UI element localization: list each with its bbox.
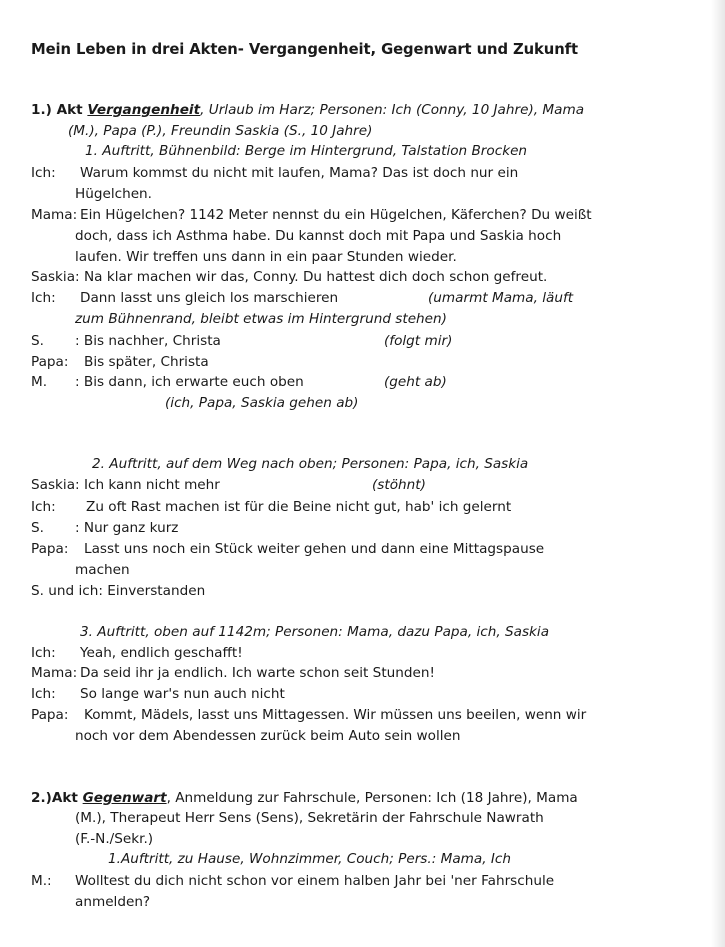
dialogue-line: So lange war's nun auch nicht bbox=[80, 686, 285, 702]
act2-heading bbox=[31, 790, 578, 807]
dialogue-line: : Bis dann, ich erwarte euch oben bbox=[75, 374, 304, 390]
speaker: Ich: bbox=[31, 165, 56, 181]
act2-name: Gegenwart bbox=[82, 790, 167, 806]
dialogue-line: Hügelchen. bbox=[75, 186, 152, 202]
speaker: Ich: bbox=[31, 499, 56, 515]
act1-desc-1: , Urlaub im Harz; Personen: Ich (Conny, 10 Jahre), Mama bbox=[200, 102, 585, 118]
stage-direction: (folgt mir) bbox=[384, 333, 453, 349]
stage-direction: (geht ab) bbox=[384, 374, 447, 390]
act2-desc-3: (F.-N./Sekr.) bbox=[75, 831, 154, 847]
speaker: Mama: bbox=[31, 207, 78, 223]
dialogue-line: Lasst uns noch ein Stück weiter gehen und dann eine Mittagspause bbox=[84, 541, 545, 557]
dialogue-line: Bis später, Christa bbox=[84, 354, 209, 370]
stage-direction: zum Bühnenrand, bleibt etwas im Hintergrund stehen) bbox=[75, 311, 447, 327]
speaker: Papa: bbox=[31, 541, 69, 557]
speaker: Ich: bbox=[31, 290, 56, 306]
dialogue-line: Kommt, Mädels, lasst uns Mittagessen. Wir müssen uns beeilen, wenn wir bbox=[84, 707, 587, 723]
speaker: Papa: bbox=[31, 354, 69, 370]
speaker: S. und ich: bbox=[31, 583, 103, 599]
act1-number: 1.) Akt bbox=[31, 102, 88, 118]
speaker: S. bbox=[31, 333, 44, 349]
dialogue-line: Na klar machen wir das, Conny. Du hattest dich doch schon gefreut. bbox=[84, 269, 548, 285]
act1-heading bbox=[31, 102, 584, 119]
stage-direction: (umarmt Mama, läuft bbox=[428, 290, 574, 306]
dialogue-line: noch vor dem Abendessen zurück beim Auto sein wollen bbox=[75, 728, 461, 744]
speaker: Saskia: bbox=[31, 477, 80, 493]
dialogue-text: Einverstanden bbox=[107, 583, 206, 599]
dialogue-line: Wolltest du dich nicht schon vor einem halben Jahr bei 'ner Fahrschule bbox=[75, 873, 555, 889]
speaker: Ich: bbox=[31, 686, 56, 702]
dialogue-line: Ein Hügelchen? 1142 Meter nennst du ein Hügelchen, Käferchen? Du weißt bbox=[80, 207, 592, 223]
act2-desc-1: , Anmeldung zur Fahrschule, Personen: Ich (18 Jahre), Mama bbox=[166, 790, 578, 806]
dialogue-line: machen bbox=[75, 562, 130, 578]
dialogue-line: : Bis nachher, Christa bbox=[75, 333, 221, 349]
dialogue-line bbox=[31, 583, 205, 600]
act1-desc-2: (M.), Papa (P.), Freundin Saskia (S., 10 Jahre) bbox=[68, 123, 373, 139]
dialogue-line: doch, dass ich Asthma habe. Du kannst doch mit Papa und Saskia hoch bbox=[75, 228, 562, 244]
dialogue-line: Yeah, endlich geschafft! bbox=[80, 645, 243, 661]
stage-direction: (ich, Papa, Saskia gehen ab) bbox=[165, 395, 359, 411]
speaker: Saskia: bbox=[31, 269, 80, 285]
act1-scene-2: 2. Auftritt, auf dem Weg nach oben; Personen: Papa, ich, Saskia bbox=[92, 456, 529, 472]
act2-scene-1: 1.Auftritt, zu Hause, Wohnzimmer, Couch; Pers.: Mama, Ich bbox=[108, 851, 511, 867]
dialogue-line: Warum kommst du nicht mit laufen, Mama? Das ist doch nur ein bbox=[80, 165, 519, 181]
stage-direction: (stöhnt) bbox=[372, 477, 426, 493]
act2-number: 2.)Akt bbox=[31, 790, 83, 806]
dialogue-line: Dann lasst uns gleich los marschieren bbox=[80, 290, 339, 306]
act1-scene-1: 1. Auftritt, Bühnenbild: Berge im Hintergrund, Talstation Brocken bbox=[85, 143, 528, 159]
act1-scene-3: 3. Auftritt, oben auf 1142m; Personen: Mama, dazu Papa, ich, Saskia bbox=[80, 624, 550, 640]
dialogue-line: laufen. Wir treffen uns dann in ein paar Stunden wieder. bbox=[75, 249, 457, 265]
dialogue-line: : Nur ganz kurz bbox=[75, 520, 179, 536]
speaker: M.: bbox=[31, 873, 52, 889]
document-title: Mein Leben in drei Akten- Vergangenheit, Gegenwart und Zukunft bbox=[31, 41, 578, 58]
scan-edge-shadow bbox=[711, 0, 725, 947]
dialogue-line: anmelden? bbox=[75, 894, 151, 910]
dialogue-line: Da seid ihr ja endlich. Ich warte schon seit Stunden! bbox=[80, 665, 435, 681]
act2-desc-2: (M.), Therapeut Herr Sens (Sens), Sekretärin der Fahrschule Nawrath bbox=[75, 810, 544, 826]
speaker: Mama: bbox=[31, 665, 78, 681]
act1-name: Vergangenheit bbox=[87, 102, 201, 118]
speaker: Papa: bbox=[31, 707, 69, 723]
dialogue-line: Ich kann nicht mehr bbox=[84, 477, 220, 493]
dialogue-line: Zu oft Rast machen ist für die Beine nicht gut, hab' ich gelernt bbox=[86, 499, 512, 515]
speaker: S. bbox=[31, 520, 44, 536]
speaker: Ich: bbox=[31, 645, 56, 661]
speaker: M. bbox=[31, 374, 48, 390]
